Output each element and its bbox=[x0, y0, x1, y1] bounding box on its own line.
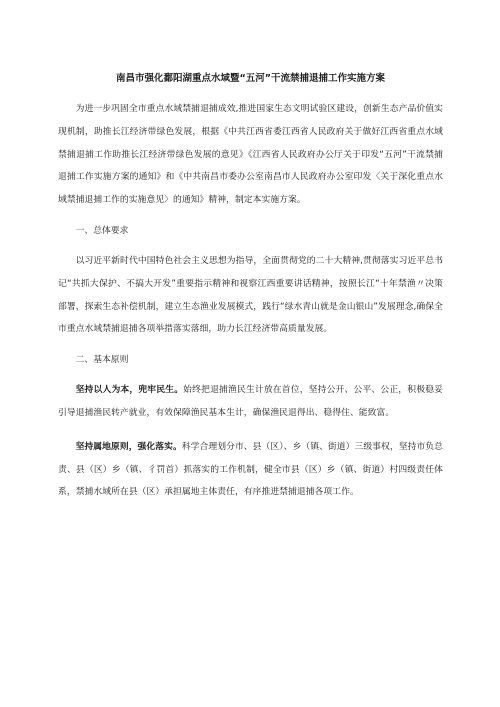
principle-territorial-body: 科学合理划分市、县（区）、乡（镇、街道）三级事权，坚持市负总责、县（区）乡（镇、彳罚首）抓落实的工作机制，健全市县（区）乡（镇、街道）村四级责任体系，禁捕水域所在县（区）承担属地主体责任，有序推进禁捕退捕各项工作。 bbox=[58, 441, 443, 498]
principle-people-oriented-lead: 坚持以人为本，兜牢民生。 bbox=[75, 385, 184, 396]
general-requirements-paragraph: 以习近平新时代中国特色社会主义思想为指导，全面贯彻党的二十大精神,贯彻落实习近平总书记“共抓大保护、不搞大开发”重要指示精神和视察江西重要讲话精神，按照长江“十年禁渔〃决策部署，探索生态补偿机制，建立生态渔业发展模式，践行“绿水青山就是金山银山”发展理念,确保全市重点水域禁捕退捕各项举措落实落细，助力长江经济带高质量发展。 bbox=[58, 255, 443, 335]
principle-territorial-lead: 坚持属地原则，强化落实。 bbox=[75, 441, 182, 452]
section-heading-basic-principles: 二、基本原则 bbox=[75, 355, 129, 366]
intro-paragraph: 为进一步巩固全市重点水域禁捕退捕成效,推进国家生态文明试验区建设，创新生态产品价值实现机制，助推长江经济带绿色发展，根据《中共江西省委江西省人民政府关于做好江西省重点水域禁捕退捕工作助推长江经济带绿色发展的意见》《江西省人民政府办公厅关于印发“五河”干流禁捕退捕工作实施方案的通知》和《中共南昌市委办公室南昌市人民政府办公室印发〈关于深化重点水域禁捕退捕工作的实施意见〉的通知》精神，制定本实施方案。 bbox=[58, 104, 443, 206]
section-heading-general-requirements: 一、总体要求 bbox=[75, 225, 129, 236]
document-title: 南昌市强化鄱阳湖重点水域暨“五河”干流禁捕退捕工作实施方案 bbox=[116, 73, 385, 84]
principle-territorial-paragraph bbox=[58, 436, 443, 504]
principle-people-oriented-paragraph bbox=[58, 379, 443, 425]
principle-people-oriented-body: 始终把退捕渔民生计放在首位，坚持公开、公平、公正，积极稳妥引导退捕渔民转产就业，有效保障渔民基本生计，确保渔民退得出、稳得住、能致富。 bbox=[58, 385, 444, 418]
